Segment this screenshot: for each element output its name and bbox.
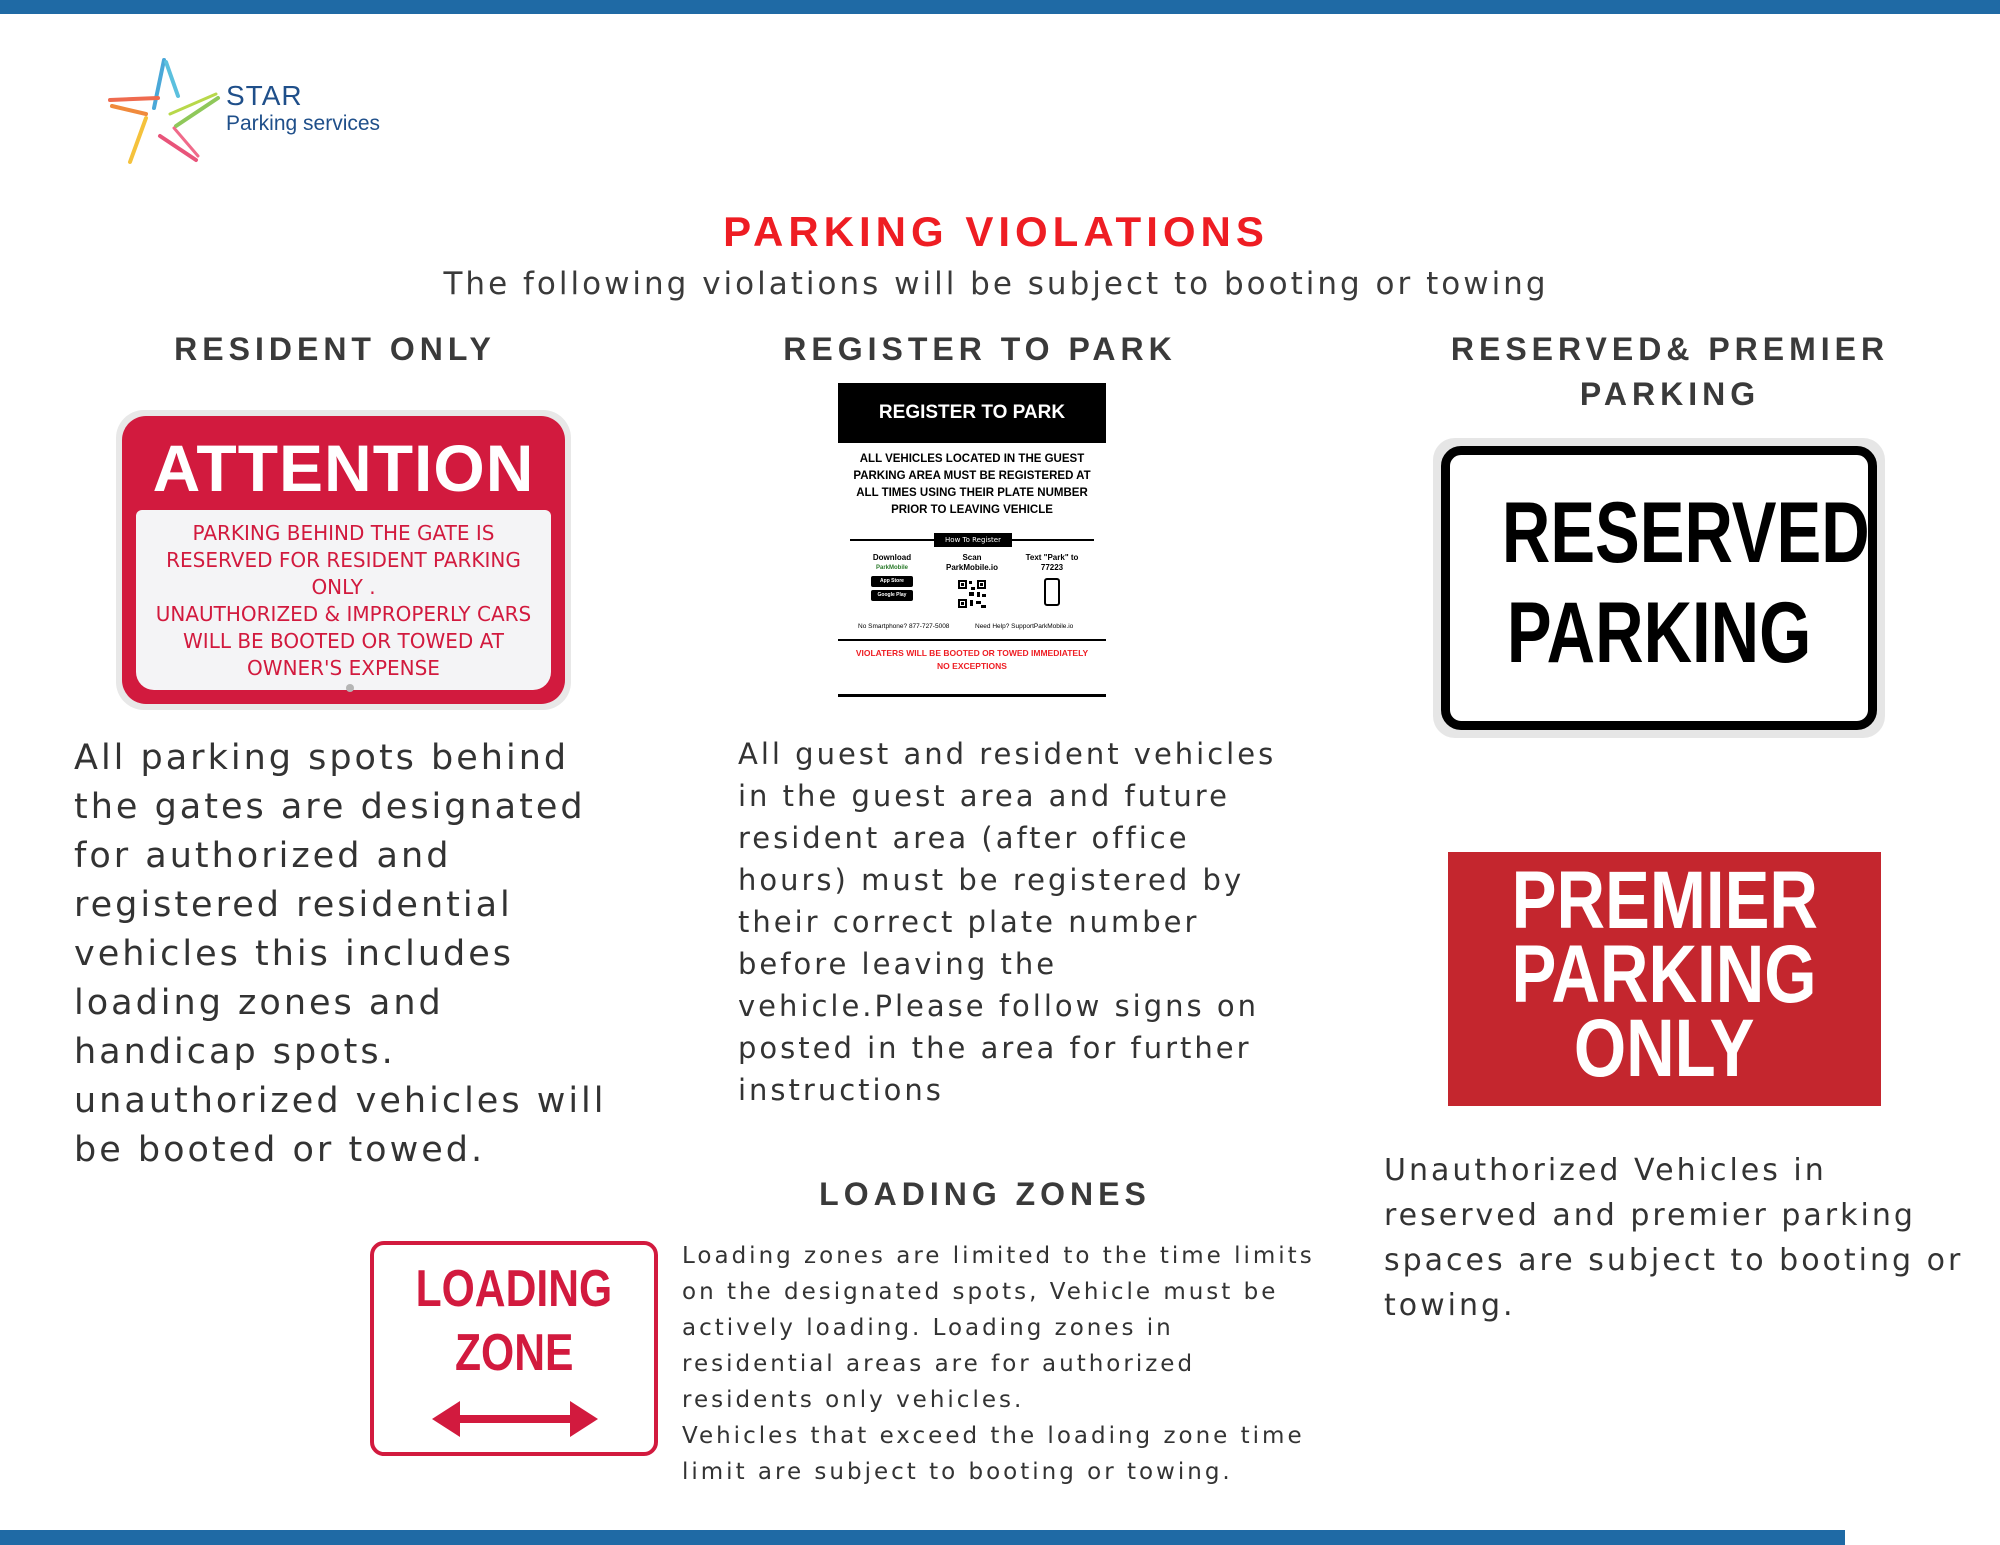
attention-line: PARKING BEHIND THE GATE IS: [192, 521, 495, 545]
no-smartphone-text: No Smartphone? 877-727-5008: [858, 623, 950, 630]
heading-reserved-premier: [1400, 327, 1940, 417]
double-arrow-icon: [432, 1395, 598, 1443]
register-to-park-description: All guest and resident vehicles in the guest area and future resident area (after office hours) must be registered by their correct plate number before leaving the vehicle.Please follow signs on posted in the area for further instructions: [738, 737, 1277, 1107]
loading-sign-line2: ZONE: [454, 1324, 574, 1382]
attention-line: ONLY .: [311, 575, 376, 599]
heading-reserved-line1: RESERVED& PREMIER: [1450, 331, 1890, 367]
need-help-text: Need Help? SupportParkMobile.io: [975, 623, 1074, 630]
register-step-text: [1012, 553, 1092, 606]
google-play-badge: Google Play: [871, 590, 913, 601]
how-to-register-label: How To Register: [934, 533, 1012, 547]
register-steps: [838, 553, 1106, 623]
attention-line: OWNER'S EXPENSE: [247, 656, 440, 680]
phone-icon: [1044, 578, 1060, 606]
step-text-title: Text "Park" to: [1025, 553, 1079, 562]
top-accent-bar: [0, 0, 2000, 14]
step-scan-sub: ParkMobile.io: [945, 563, 998, 572]
attention-headline: ATTENTION: [152, 431, 535, 505]
register-step-scan: [932, 553, 1012, 612]
page-subtitle: The following violations will be subject to booting or towing: [443, 266, 1549, 302]
register-sign-header: REGISTER TO PARK: [838, 383, 1106, 443]
attention-panel: [136, 510, 551, 690]
register-step-download: [852, 553, 932, 601]
heading-register-to-park: REGISTER TO PARK: [783, 331, 1177, 367]
how-to-register: [838, 533, 1106, 547]
star-logo: [106, 56, 426, 176]
attention-sign: [116, 410, 571, 710]
loading-zone-sign: [370, 1241, 658, 1456]
premier-sign-line3: ONLY: [1574, 1003, 1755, 1094]
attention-line: WILL BE BOOTED OR TOWED AT: [183, 629, 504, 653]
loading-zones-paragraph: Vehicles that exceed the loading zone time limit are subject to booting or towing.: [682, 1423, 1305, 1485]
reserved-sign-line1: RESERVED: [1501, 485, 1870, 581]
reserved-parking-sign: [1433, 438, 1885, 738]
premier-sign-line2: PARKING: [1511, 929, 1818, 1020]
loading-zones-paragraph: Loading zones are limited to the time limits on the designated spots, Vehicle must be actively loading. Loading zones in residential areas are for authorized residents only vehicles.: [682, 1243, 1315, 1413]
resident-only-description: All parking spots behind the gates are designated for authorized and registered residential vehicles this includes loading zones and handicap spots. unauthorized vehicles will be booted or towed.: [74, 738, 607, 1170]
register-sign-body: ALL VEHICLES LOCATED IN THE GUEST PARKING AREA MUST BE REGISTERED AT ALL TIMES USING THEIR PLATE NUMBER PRIOR TO LEAVING VEHICLE: [853, 453, 1091, 516]
logo-subtitle: Parking services: [226, 112, 381, 135]
premier-sign-line1: PREMIER: [1511, 855, 1818, 946]
register-help-row: [838, 623, 1106, 635]
star-logo-icon: [106, 56, 221, 166]
bottom-accent-bar: [0, 1530, 1845, 1545]
register-to-park-sign: [838, 383, 1106, 697]
warning-line: VIOLATERS WILL BE BOOTED OR TOWED IMMEDIATELY: [855, 648, 1089, 658]
heading-reserved-line2: PARKING: [1579, 376, 1761, 412]
premier-parking-sign: [1448, 852, 1881, 1106]
register-sign-warning: [838, 647, 1106, 673]
attention-line: UNAUTHORIZED & IMPROPERLY CARS: [155, 602, 532, 626]
loading-sign-line1: LOADING: [415, 1260, 613, 1318]
heading-loading-zones: LOADING ZONES: [819, 1176, 1151, 1212]
qr-code-icon: [957, 579, 987, 609]
heading-resident-only: RESIDENT ONLY: [174, 331, 496, 367]
reserved-premier-description: Unauthorized Vehicles in reserved and premier parking spaces are subject to booting or towing.: [1384, 1153, 1964, 1323]
loading-zones-description: [682, 1238, 1322, 1490]
parkmobile-app-label: ParkMobile: [875, 565, 908, 571]
reserved-sign-line2: PARKING: [1506, 585, 1812, 681]
page-title: PARKING VIOLATIONS: [723, 208, 1269, 255]
step-text-sub: 77223: [1040, 563, 1064, 572]
attention-line: RESERVED FOR RESIDENT PARKING: [166, 548, 521, 572]
step-download-title: Download: [872, 553, 912, 562]
logo-name: STAR: [226, 80, 303, 111]
step-scan-title: Scan: [962, 553, 982, 562]
app-store-badge: App Store: [871, 576, 913, 587]
sign-screw: [346, 684, 354, 692]
warning-line: NO EXCEPTIONS: [937, 661, 1007, 671]
